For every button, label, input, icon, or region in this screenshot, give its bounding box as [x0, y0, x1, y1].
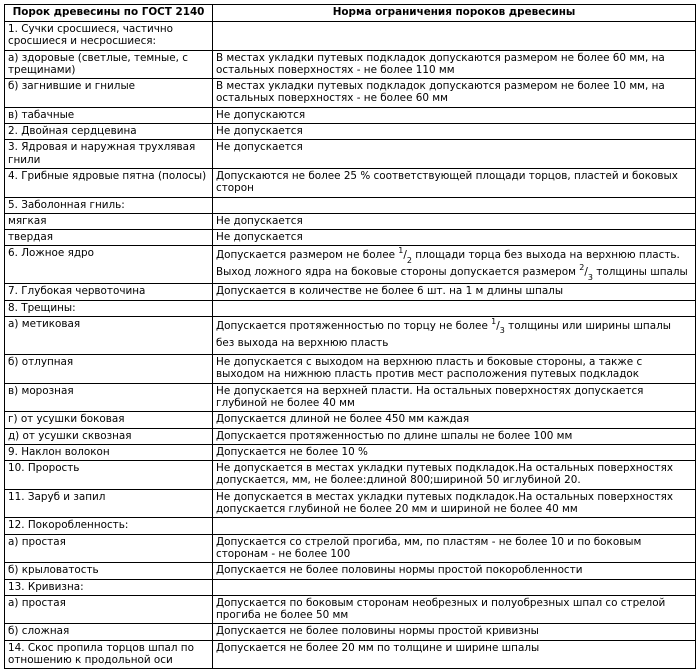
defect-cell: б) отлупная [5, 355, 213, 384]
table-row [5, 563, 696, 579]
defect-cell: 13. Кривизна: [5, 579, 213, 595]
norm-cell: Допускается длиной не более 450 мм каждая [213, 412, 696, 428]
table-row [5, 489, 696, 518]
defect-cell: б) крыловатость [5, 563, 213, 579]
defect-cell: а) простая [5, 534, 213, 563]
table-row [5, 355, 696, 384]
norm-cell: Допускается протяженностью по длине шпалы не более 100 мм [213, 428, 696, 444]
defect-cell: в) табачные [5, 107, 213, 123]
norm-cell: Не допускается [213, 124, 696, 140]
defect-cell: б) сложная [5, 624, 213, 640]
table-row [5, 230, 696, 246]
norm-cell: В местах укладки путевых подкладок допускаются размером не более 10 мм, на остальных поверхностях - не более 60 мм [213, 79, 696, 108]
table-row [5, 213, 696, 229]
fraction-one-half: $^1/_2$ [398, 245, 412, 265]
defect-cell: г) от усушки боковая [5, 412, 213, 428]
defect-cell: 5. Заболонная гниль: [5, 197, 213, 213]
header-defect: Порок древесины по ГОСТ 2140 [5, 5, 213, 22]
defect-cell: 12. Покоробленность: [5, 518, 213, 534]
defect-cell: 14. Скос пропила торцов шпал по отношению к продольной оси [5, 640, 213, 669]
table-row [5, 624, 696, 640]
defect-cell: 10. Прорость [5, 461, 213, 490]
norm-cell: Не допускается с выходом на верхнюю пласть и боковые стороны, а также с выходом на нижнюю пласть против мест расположения путевых подкладок [213, 355, 696, 384]
defect-cell: 7. Глубокая червоточина [5, 284, 213, 300]
defect-cell: а) здоровые (светлые, темные, с трещинами) [5, 50, 213, 79]
defect-cell: 2. Двойная сердцевина [5, 124, 213, 140]
norm-cell: Не допускается [213, 230, 696, 246]
defect-cell: в) морозная [5, 383, 213, 412]
norm-cell: Допускаются не более 25 % соответствующей площади торцов, пластей и боковых сторон [213, 168, 696, 197]
table-row [5, 124, 696, 140]
table-row [5, 197, 696, 213]
defect-cell: а) простая [5, 595, 213, 624]
fraction-one-third: $^1/_3$ [491, 316, 505, 336]
table-row [5, 412, 696, 428]
table-row [5, 518, 696, 534]
norm-cell: Не допускаются [213, 107, 696, 123]
defect-cell: 6. Ложное ядро [5, 246, 213, 284]
norm-cell [213, 22, 696, 51]
norm-cell [213, 579, 696, 595]
header-norm: Норма ограничения пороков древесины [213, 5, 696, 22]
norm-cell: Не допускается [213, 213, 696, 229]
table-row [5, 284, 696, 300]
defect-cell: твердая [5, 230, 213, 246]
defect-cell: 8. Трещины: [5, 300, 213, 316]
table-row [5, 640, 696, 669]
table-row [5, 428, 696, 444]
table-row [5, 317, 696, 355]
norm-cell: Допускается протяженностью по торцу не более $^1/_3$ толщины или ширины шпалы без выхода на верхнюю пласть [213, 317, 696, 355]
table-row [5, 140, 696, 169]
norm-cell: Допускается по боковым сторонам необрезных и полуобрезных шпал со стрелой прогиба не более 50 мм [213, 595, 696, 624]
table-row [5, 50, 696, 79]
defects-table [4, 4, 696, 669]
defect-cell: 9. Наклон волокон [5, 444, 213, 460]
table-row [5, 461, 696, 490]
table-row [5, 168, 696, 197]
table-row [5, 300, 696, 316]
fraction-two-thirds: $^2/_3$ [579, 262, 593, 282]
norm-cell: Допускается в количестве не более 6 шт. на 1 м длины шпалы [213, 284, 696, 300]
defect-cell: 3. Ядровая и наружная трухлявая гнили [5, 140, 213, 169]
table-row [5, 107, 696, 123]
norm-cell [213, 518, 696, 534]
table-row [5, 246, 696, 284]
defect-cell: д) от усушки сквозная [5, 428, 213, 444]
table-row [5, 534, 696, 563]
norm-cell: Допускается не более половины нормы простой покоробленности [213, 563, 696, 579]
table-row [5, 444, 696, 460]
defect-cell: мягкая [5, 213, 213, 229]
defect-cell: а) метиковая [5, 317, 213, 355]
table-row [5, 579, 696, 595]
norm-cell: Не допускается в местах укладки путевых подкладок.На остальных поверхностях допускается, мм, не более:длиной 800;шириной 50 иглубиной 20. [213, 461, 696, 490]
norm-cell: Допускается не более 10 % [213, 444, 696, 460]
norm-cell [213, 300, 696, 316]
defect-cell: 1. Сучки сросшиеся, частично сросшиеся и несросшиеся: [5, 22, 213, 51]
table-row [5, 22, 696, 51]
table-row [5, 79, 696, 108]
norm-cell: Допускается размером не более $^1/_2$ площади торца без выхода на верхнюю пласть. Выход ложного ядра на боковые стороны допускается размером $^2/_3$ толщины шпалы [213, 246, 696, 284]
norm-cell: Не допускается [213, 140, 696, 169]
defect-cell: 4. Грибные ядровые пятна (полосы) [5, 168, 213, 197]
defect-cell: б) загнившие и гнилые [5, 79, 213, 108]
table-header-row [5, 5, 696, 22]
norm-cell: Не допускается в местах укладки путевых подкладок.На остальных поверхностях допускается глубиной не более 20 мм и шириной не более 40 мм [213, 489, 696, 518]
table-row [5, 383, 696, 412]
norm-cell: Допускается не более половины нормы простой кривизны [213, 624, 696, 640]
norm-cell: Допускается не более 20 мм по толщине и ширине шпалы [213, 640, 696, 669]
norm-cell: Не допускается на верхней пласти. На остальных поверхностях допускается глубиной не более 40 мм [213, 383, 696, 412]
norm-cell: Допускается со стрелой прогиба, мм, по пластям - не более 10 и по боковым сторонам - не более 100 [213, 534, 696, 563]
norm-cell [213, 197, 696, 213]
table-row [5, 595, 696, 624]
norm-cell: В местах укладки путевых подкладок допускаются размером не более 60 мм, на остальных поверхностях - не более 110 мм [213, 50, 696, 79]
defect-cell: 11. Заруб и запил [5, 489, 213, 518]
